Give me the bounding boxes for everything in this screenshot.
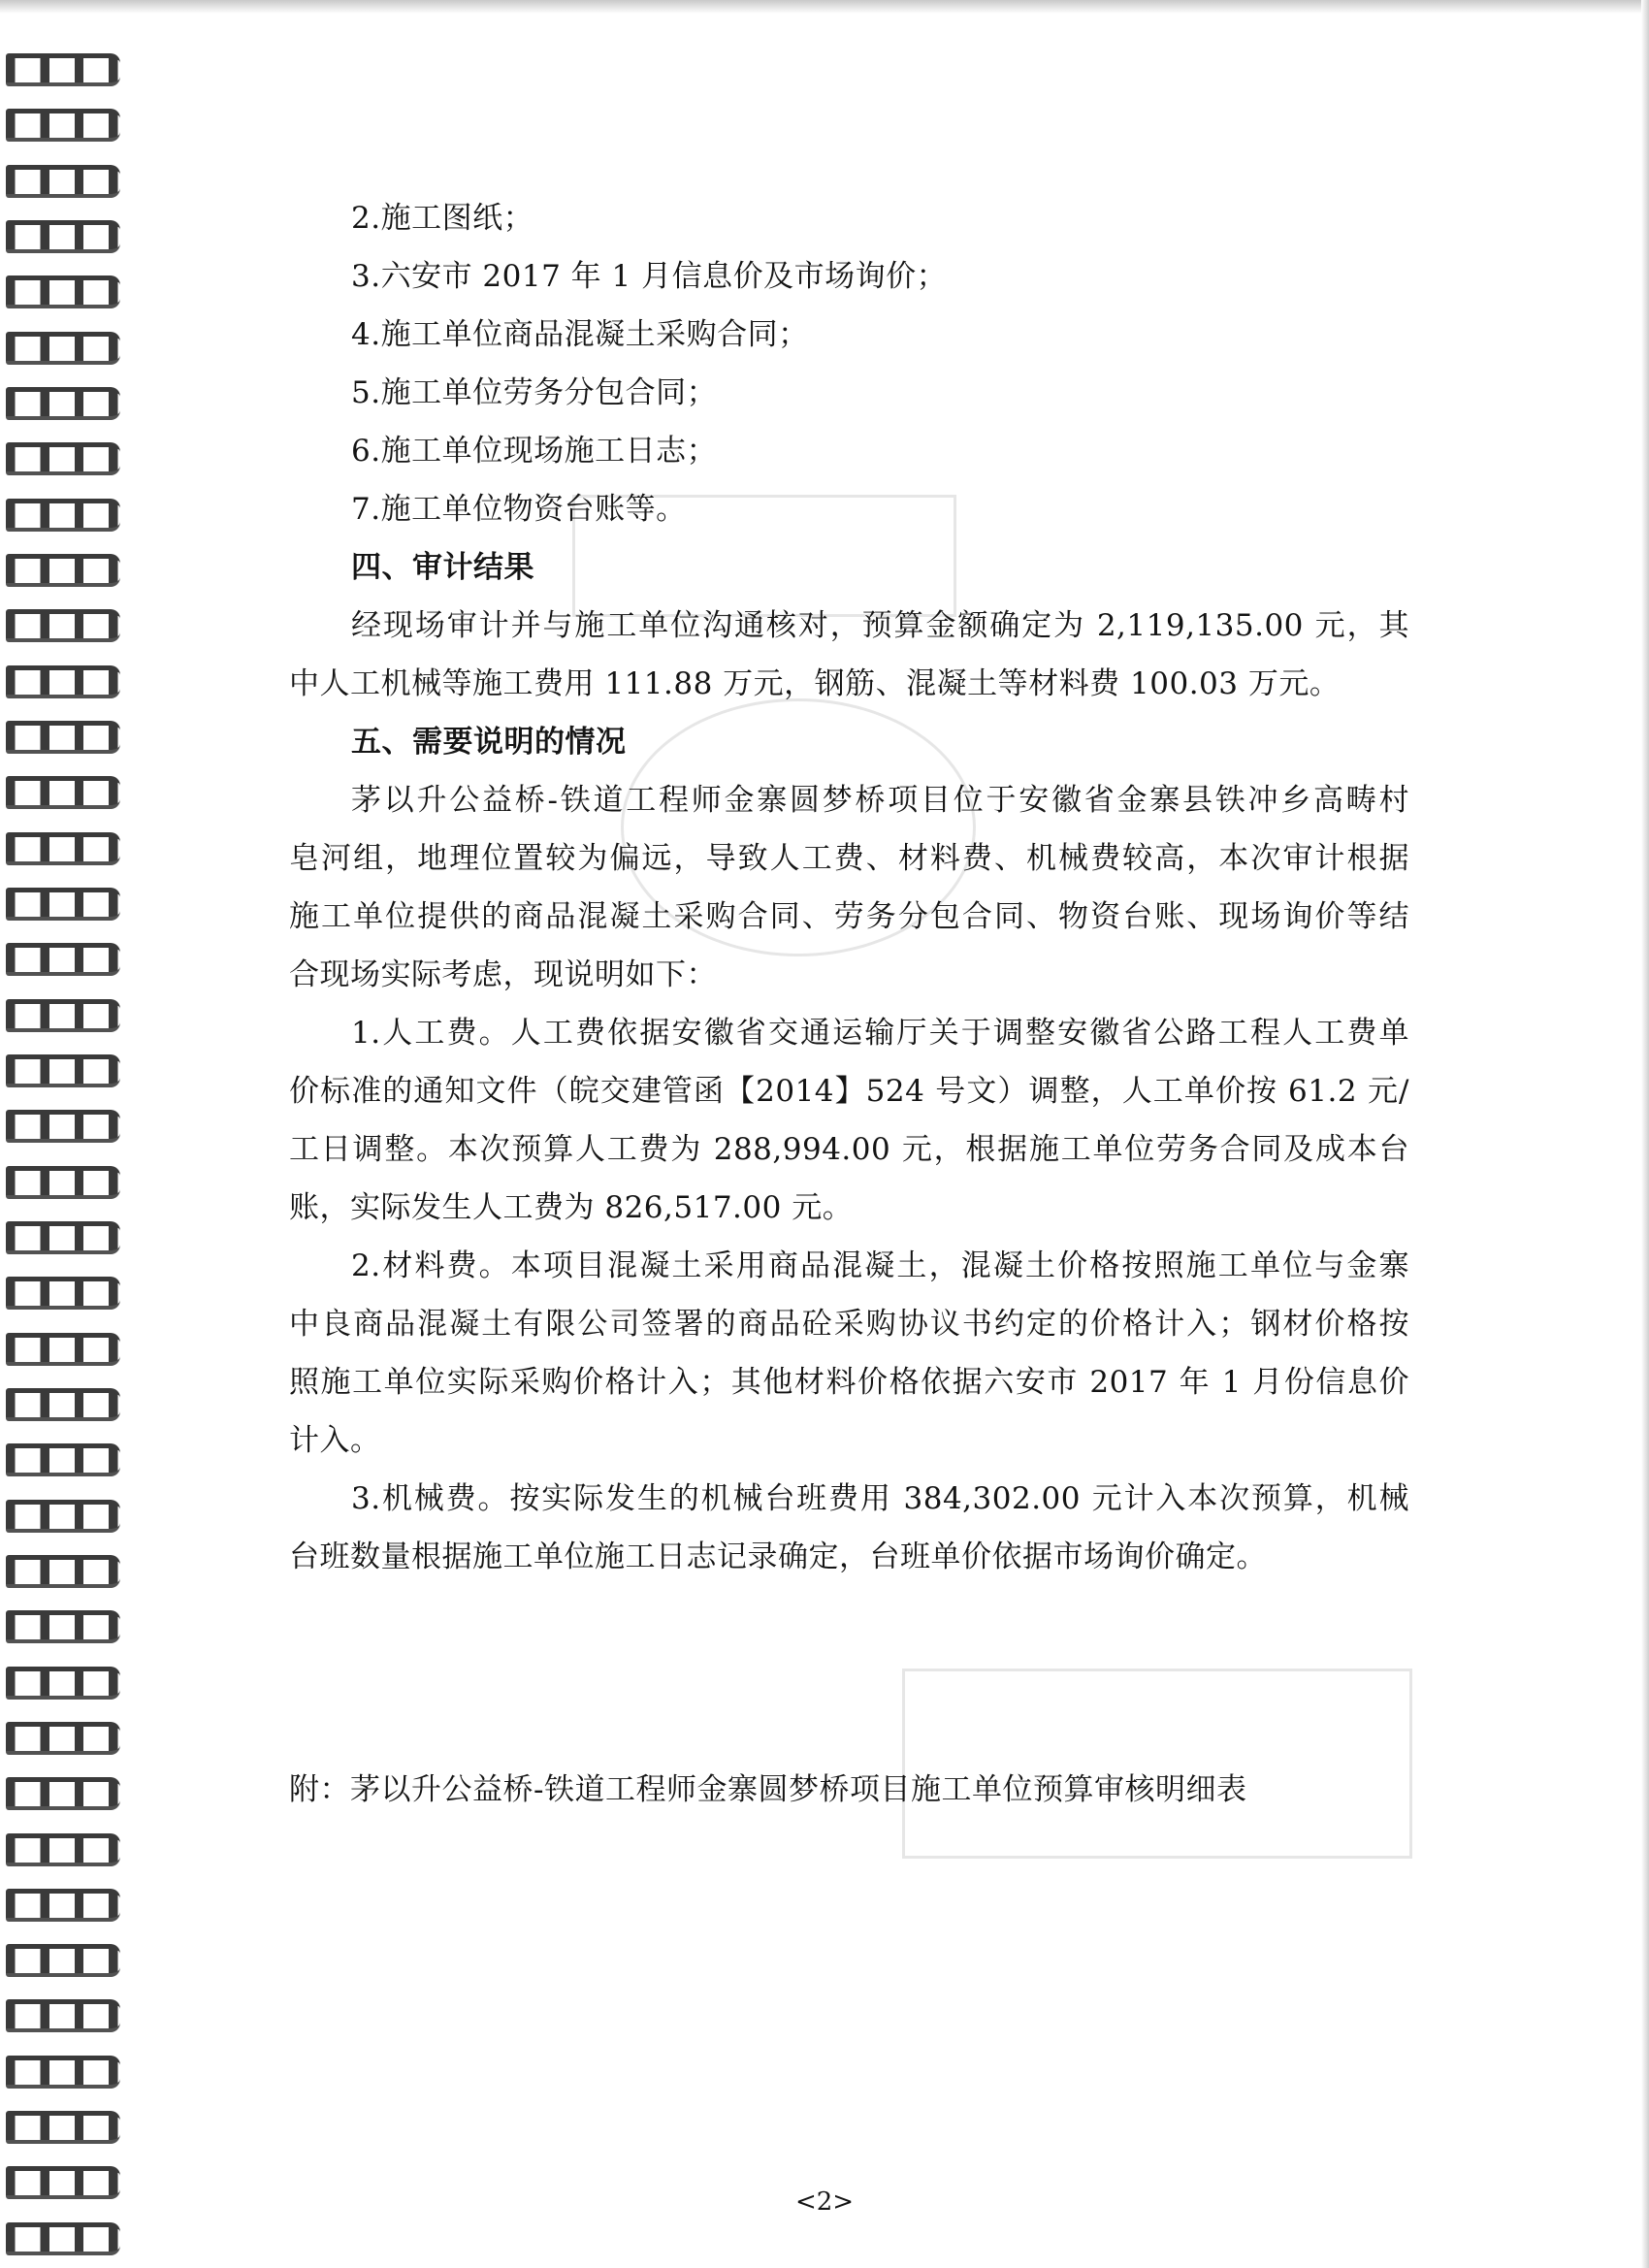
binding-coil [6,165,120,198]
binding-coil [6,609,120,642]
text-line: 5.施工单位劳务分包合同； [351,375,718,410]
text-line: 施工单位提供的商品混凝土采购合同、劳务分包合同、物资台账、现场询价等结 [289,899,1409,934]
page-number: <2> [794,2187,855,2217]
attachment-note: 附：茅以升公益桥-铁道工程师金寨圆梦桥项目施工单位预算审核明细表 [289,1772,1247,1807]
binding-coil [6,776,120,809]
binding-coil [6,1722,120,1755]
binding-coil [6,832,120,865]
binding-coil [6,1555,120,1588]
text-line: 工日调整。本次预算人工费为 288,994.00 元，根据施工单位劳务合同及成本台 [289,1132,1409,1167]
binding-coil [6,2056,120,2089]
section-heading: 五、需要说明的情况 [351,725,627,760]
text-line: 2.材料费。本项目混凝土采用商品混凝土，混凝土价格按照施工单位与金寨 [351,1248,1409,1283]
text-line: 台班数量根据施工单位施工日志记录确定，台班单价依据市场询价确定。 [289,1539,1267,1574]
binding-coil [6,1610,120,1643]
text-line: 价标准的通知文件（皖交建管函【2014】524 号文）调整，人工单价按 61.2 元/ [289,1074,1409,1109]
page-edge-right [1641,0,1649,2268]
binding-coil [6,1777,120,1810]
text-line: 计入。 [289,1423,381,1458]
binding-coil [6,220,120,253]
text-line: 茅以升公益桥-铁道工程师金寨圆梦桥项目位于安徽省金寨县铁冲乡高畴村 [351,783,1409,818]
binding-coil [6,109,120,142]
binding-coil [6,442,120,475]
text-line: 1.人工费。人工费依据安徽省交通运输厅关于调整安徽省公路工程人工费单 [351,1016,1409,1051]
text-line: 3.六安市 2017 年 1 月信息价及市场询价； [351,259,948,294]
binding-coil [6,1889,120,1922]
binding-coil [6,332,120,365]
text-line: 皂河组，地理位置较为偏远，导致人工费、材料费、机械费较高，本次审计根据 [289,841,1409,876]
text-line: 合现场实际考虑，现说明如下： [289,957,717,992]
binding-coil [6,1110,120,1143]
binding-coil [6,1944,120,1977]
text-line: 3.机械费。按实际发生的机械台班费用 384,302.00 元计入本次预算，机械 [351,1481,1409,1516]
text-line: 2.施工图纸； [351,201,534,236]
binding-coil [6,275,120,308]
binding-coil [6,721,120,754]
binding-coil [6,1667,120,1700]
text-line: 中良商品混凝土有限公司签署的商品砼采购协议书约定的价格计入；钢材价格按 [289,1307,1409,1342]
binding-coil [6,1500,120,1533]
binding-coil [6,554,120,587]
binding-coil [6,2222,120,2255]
text-line: 照施工单位实际采购价格计入；其他材料价格依据六安市 2017 年 1 月份信息价 [289,1365,1409,1400]
section-heading: 四、审计结果 [351,550,534,585]
binding-coil [6,1054,120,1087]
binding-coil [6,665,120,698]
attachment-note-block [289,1761,1409,1819]
text-line: 6.施工单位现场施工日志； [351,434,718,469]
binding-coil [6,1166,120,1199]
spiral-binding [0,53,126,2255]
binding-coil [6,2111,120,2144]
binding-coil [6,53,120,86]
text-line: 经现场审计并与施工单位沟通核对，预算金额确定为 2,119,135.00 元，其 [351,608,1409,643]
document-body [289,189,1409,1586]
text-line: 账，实际发生人工费为 826,517.00 元。 [289,1190,854,1225]
text-line: 中人工机械等施工费用 111.88 万元，钢筋、混凝土等材料费 100.03 万元。 [289,666,1341,701]
binding-coil [6,1443,120,1476]
text-line: 4.施工单位商品混凝土采购合同； [351,317,809,352]
binding-coil [6,1999,120,2032]
text-line: 7.施工单位物资台账等。 [351,492,687,527]
binding-coil [6,999,120,1032]
binding-coil [6,1833,120,1866]
binding-coil [6,943,120,976]
binding-coil [6,1388,120,1421]
binding-coil [6,1277,120,1310]
page-edge [0,0,1649,14]
binding-coil [6,499,120,532]
binding-coil [6,387,120,420]
binding-coil [6,1333,120,1366]
binding-coil [6,1221,120,1254]
binding-coil [6,888,120,921]
